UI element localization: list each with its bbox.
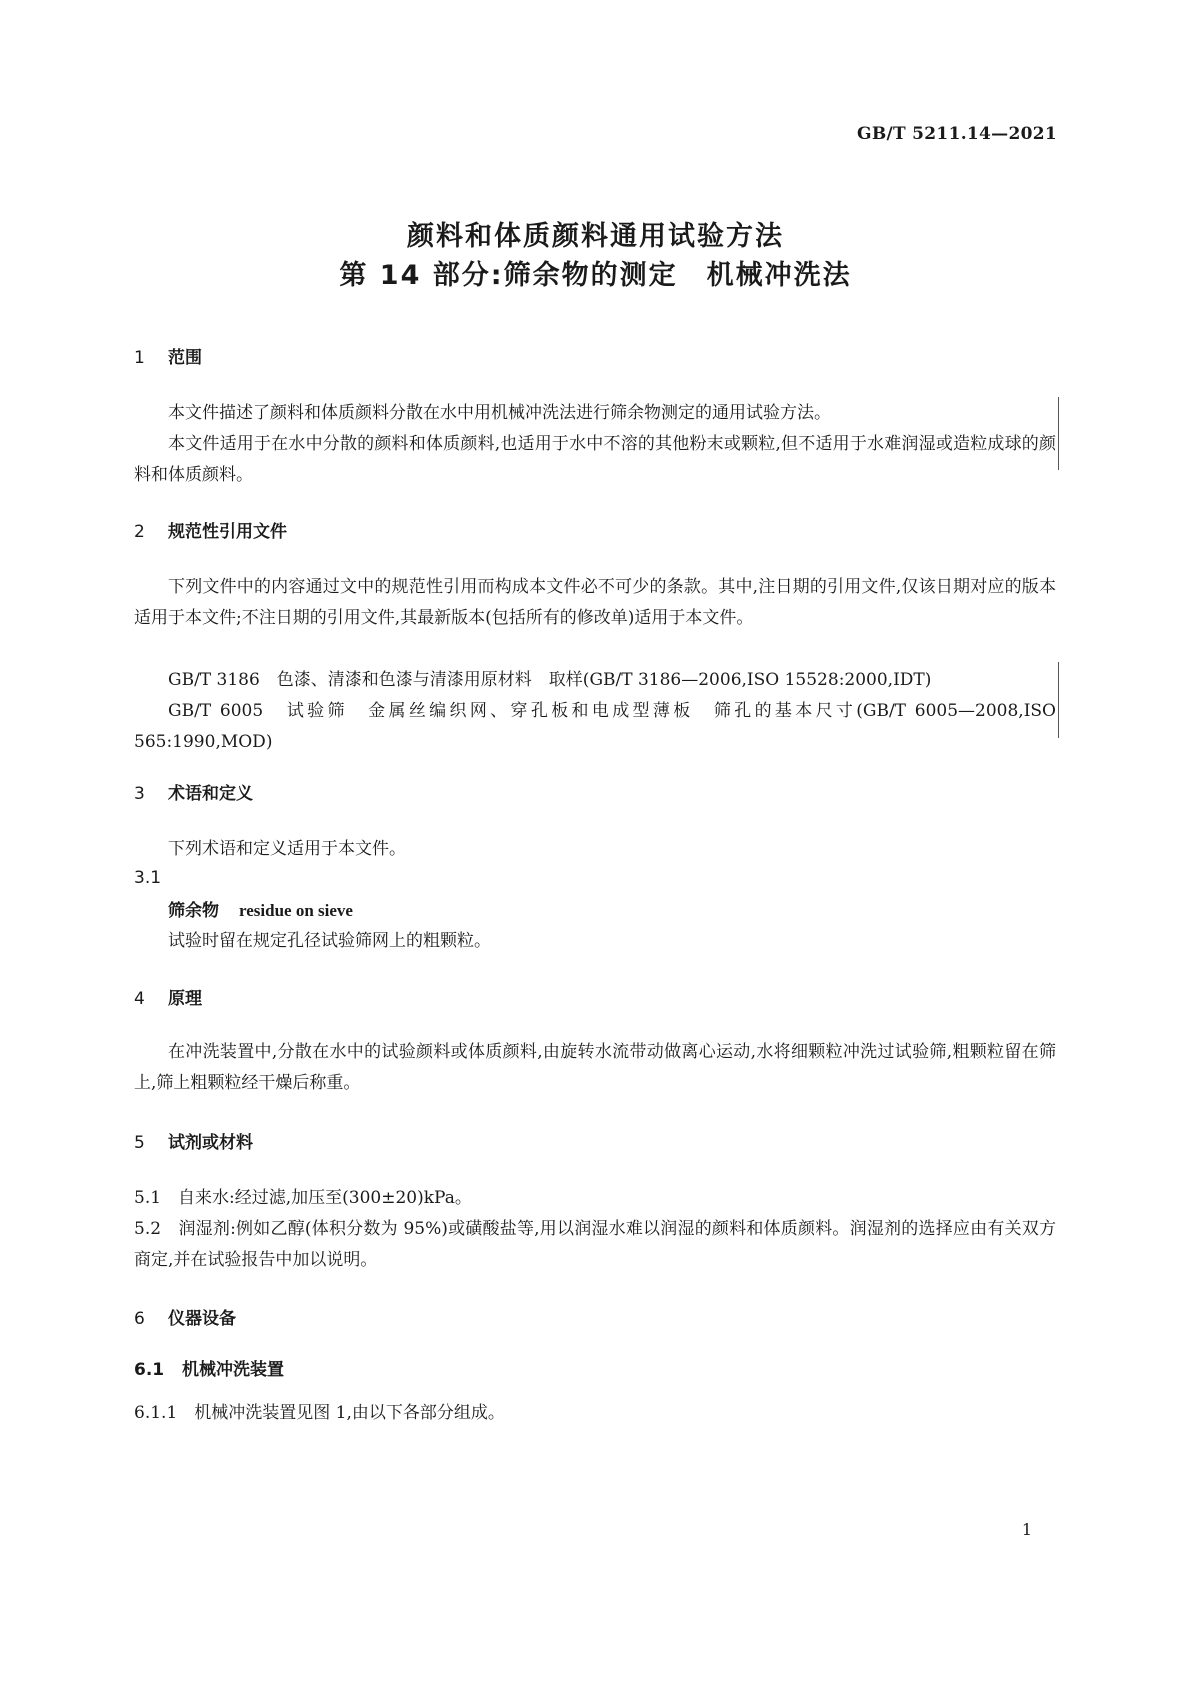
clause-6-1-heading [134, 1355, 284, 1380]
section-number: 6 [134, 1309, 145, 1329]
reference-gbt6005: GB/T 6005 试验筛 金属丝编织网、穿孔板和电成型薄板 筛孔的基本尺寸(GB/T 6005—2008,ISO 565:1990,MOD) [134, 701, 1056, 752]
section-number: 3 [134, 784, 145, 804]
section-3-heading [134, 779, 253, 804]
section-title: 仪器设备 [168, 1309, 236, 1329]
reference-gbt3186: GB/T 3186 色漆、清漆和色漆与清漆用原材料 取样(GB/T 3186—2006,ISO 15528:2000,IDT) [168, 670, 932, 690]
section-1-para-1: 本文件描述了颜料和体质颜料分散在水中用机械冲洗法进行筛余物测定的通用试验方法。 [168, 403, 831, 423]
section-number: 5 [134, 1133, 145, 1153]
section-number: 2 [134, 522, 145, 542]
term-english: residue on sieve [239, 901, 353, 920]
section-title: 试剂或材料 [168, 1133, 253, 1153]
change-bar [1058, 662, 1059, 738]
doc-title-line2: 第 14 部分:筛余物的测定 机械冲洗法 [339, 260, 852, 291]
section-3-para-1: 下列术语和定义适用于本文件。 [168, 839, 406, 859]
clause-title: 机械冲洗装置 [182, 1360, 284, 1380]
section-1-heading [134, 343, 202, 368]
change-bar [1058, 397, 1059, 470]
term-chinese: 筛余物 [168, 901, 219, 921]
clause-6-1-1: 6.1.1 机械冲洗装置见图 1,由以下各部分组成。 [134, 1403, 505, 1423]
clause-number: 6.1 [134, 1360, 165, 1380]
section-2-para-1: 下列文件中的内容通过文中的规范性引用而构成本文件必不可少的条款。其中,注日期的引用文件,仅该日期对应的版本适用于本文件;不注日期的引用文件,其最新版本(包括所有的修改单)适用于本文件。 [134, 577, 1056, 628]
section-1-para-2: 本文件适用于在水中分散的颜料和体质颜料,也适用于水中不溶的其他粉末或颗粒,但不适用于水难润湿或造粒成球的颜料和体质颜料。 [134, 434, 1056, 485]
section-2-heading [134, 517, 287, 542]
section-number: 4 [134, 989, 145, 1009]
clause-5-2: 5.2 润湿剂:例如乙醇(体积分数为 95%)或磺酸盐等,用以润湿水难以润湿的颜料和体质颜料。润湿剂的选择应由有关双方商定,并在试验报告中加以说明。 [134, 1219, 1056, 1270]
section-4-heading [134, 984, 202, 1009]
section-number: 1 [134, 348, 145, 368]
section-6-heading [134, 1304, 236, 1329]
term-entry [168, 896, 353, 921]
section-5-heading [134, 1128, 253, 1153]
standard-code: GB/T 5211.14—2021 [857, 124, 1057, 144]
clause-3-1-number: 3.1 [134, 868, 162, 888]
section-title: 原理 [168, 989, 202, 1009]
term-definition: 试验时留在规定孔径试验筛网上的粗颗粒。 [168, 931, 491, 951]
clause-5-1: 5.1 自来水:经过滤,加压至(300±20)kPa。 [134, 1188, 472, 1208]
page-number: 1 [1021, 1520, 1032, 1539]
doc-title-line1: 颜料和体质颜料通用试验方法 [407, 221, 784, 252]
section-title: 术语和定义 [168, 784, 253, 804]
section-title: 规范性引用文件 [168, 522, 287, 542]
section-title: 范围 [168, 348, 202, 368]
section-4-para-1: 在冲洗装置中,分散在水中的试验颜料或体质颜料,由旋转水流带动做离心运动,水将细颗粒冲洗过试验筛,粗颗粒留在筛上,筛上粗颗粒经干燥后称重。 [134, 1042, 1056, 1093]
